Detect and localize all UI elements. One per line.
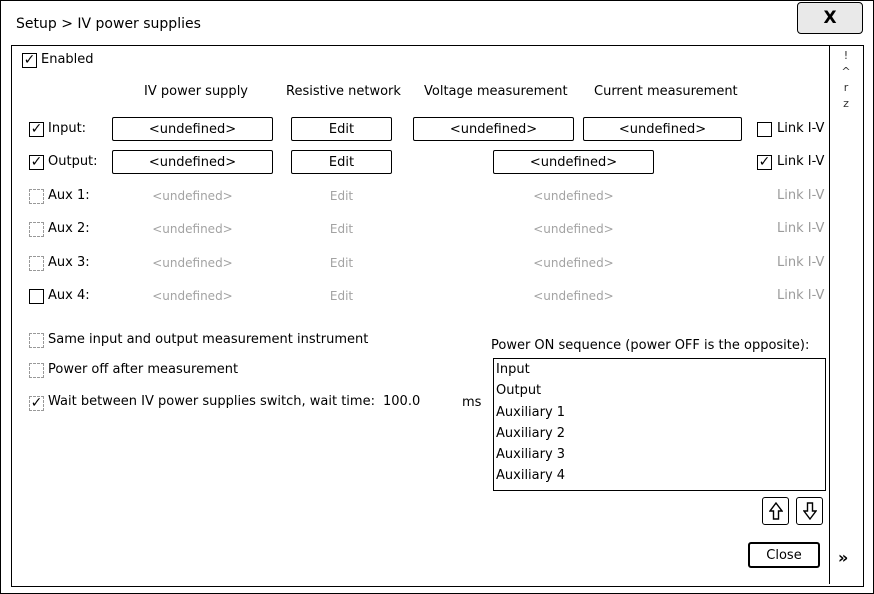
wait-label: Wait between IV power supplies switch, wait time: bbox=[48, 394, 375, 409]
sequence-title: Power ON sequence (power OFF is the opposite): bbox=[491, 338, 810, 353]
aux4-link-label: Link I-V bbox=[777, 288, 825, 303]
aux1-measurement-button[interactable]: <undefined> bbox=[533, 189, 614, 203]
same-instrument-label: Same input and output measurement instrument bbox=[48, 332, 369, 347]
sequence-list[interactable] bbox=[493, 358, 826, 491]
enabled-label: Enabled bbox=[41, 52, 94, 67]
sequence-item[interactable]: Auxiliary 2 bbox=[496, 426, 566, 441]
aux3-power-supply-button[interactable]: <undefined> bbox=[152, 256, 233, 270]
output-link-label: Link I-V bbox=[777, 154, 825, 169]
row-aux3-checkbox[interactable] bbox=[29, 256, 44, 271]
input-link-label: Link I-V bbox=[777, 121, 825, 136]
input-voltage-button[interactable]: <undefined> bbox=[413, 117, 574, 141]
aux4-power-supply-button[interactable]: <undefined> bbox=[152, 289, 233, 303]
window-title: Setup > IV power supplies bbox=[16, 16, 201, 32]
arrow-down-icon bbox=[803, 502, 817, 520]
header-current-measurement: Current measurement bbox=[594, 84, 738, 99]
row-aux4-checkbox[interactable] bbox=[29, 289, 44, 304]
aux2-link-label: Link I-V bbox=[777, 221, 825, 236]
row-input-checkbox[interactable]: ✓ bbox=[30, 121, 43, 137]
aux1-power-supply-button[interactable]: <undefined> bbox=[152, 189, 233, 203]
input-current-button[interactable]: <undefined> bbox=[583, 117, 742, 141]
aux2-network-edit-button[interactable]: Edit bbox=[329, 222, 354, 236]
output-link-checkbox[interactable]: ✓ bbox=[758, 154, 771, 170]
expand-chevron-icon[interactable]: » bbox=[838, 548, 849, 567]
same-instrument-checkbox[interactable] bbox=[29, 333, 44, 348]
title-bar bbox=[0, 0, 872, 42]
row-aux2-checkbox[interactable] bbox=[29, 222, 44, 237]
sequence-item[interactable]: Output bbox=[496, 383, 542, 398]
row-aux4-label: Aux 4: bbox=[48, 288, 90, 303]
aux3-network-edit-button[interactable]: Edit bbox=[329, 256, 354, 270]
move-up-button[interactable] bbox=[762, 497, 789, 525]
row-output-checkbox[interactable]: ✓ bbox=[30, 154, 43, 170]
wait-checkbox[interactable]: ✓ bbox=[30, 395, 43, 411]
wait-time-unit: ms bbox=[462, 395, 482, 410]
move-down-button[interactable] bbox=[796, 497, 823, 525]
aux2-measurement-button[interactable]: <undefined> bbox=[533, 222, 614, 236]
aux1-link-label: Link I-V bbox=[777, 188, 825, 203]
window-close-button[interactable]: X bbox=[797, 2, 863, 34]
row-aux3-label: Aux 3: bbox=[48, 255, 90, 270]
sequence-item[interactable]: Auxiliary 4 bbox=[496, 468, 566, 483]
power-off-checkbox[interactable] bbox=[29, 363, 44, 378]
aux1-network-edit-button[interactable]: Edit bbox=[329, 189, 354, 203]
row-input-label: Input: bbox=[48, 121, 87, 136]
output-power-supply-button[interactable]: <undefined> bbox=[112, 150, 273, 174]
row-output-label: Output: bbox=[48, 154, 98, 169]
row-aux2-label: Aux 2: bbox=[48, 221, 90, 236]
input-power-supply-button[interactable]: <undefined> bbox=[112, 117, 273, 141]
row-aux1-label: Aux 1: bbox=[48, 188, 90, 203]
close-button[interactable]: Close bbox=[748, 542, 820, 568]
row-aux1-checkbox[interactable] bbox=[29, 189, 44, 204]
enabled-checkbox[interactable]: ✓ bbox=[23, 52, 36, 68]
input-link-checkbox[interactable] bbox=[757, 122, 772, 137]
side-marks: ! ^ r z bbox=[841, 49, 851, 110]
sequence-item[interactable]: Input bbox=[496, 362, 530, 377]
sequence-item[interactable]: Auxiliary 1 bbox=[496, 405, 566, 420]
output-network-edit-button[interactable]: Edit bbox=[291, 150, 392, 174]
header-voltage-measurement: Voltage measurement bbox=[424, 84, 568, 99]
side-divider bbox=[829, 46, 830, 584]
aux2-power-supply-button[interactable]: <undefined> bbox=[152, 222, 233, 236]
aux3-measurement-button[interactable]: <undefined> bbox=[533, 256, 614, 270]
aux4-measurement-button[interactable]: <undefined> bbox=[533, 289, 614, 303]
output-measurement-button[interactable]: <undefined> bbox=[493, 150, 654, 174]
aux3-link-label: Link I-V bbox=[777, 255, 825, 270]
input-network-edit-button[interactable]: Edit bbox=[291, 117, 392, 141]
header-iv-power-supply: IV power supply bbox=[144, 84, 248, 99]
sequence-item[interactable]: Auxiliary 3 bbox=[496, 447, 566, 462]
aux4-network-edit-button[interactable]: Edit bbox=[329, 289, 354, 303]
wait-time-input[interactable]: 100.0 bbox=[383, 394, 421, 409]
header-resistive-network: Resistive network bbox=[286, 84, 401, 99]
arrow-up-icon bbox=[769, 502, 783, 520]
power-off-label: Power off after measurement bbox=[48, 362, 239, 377]
